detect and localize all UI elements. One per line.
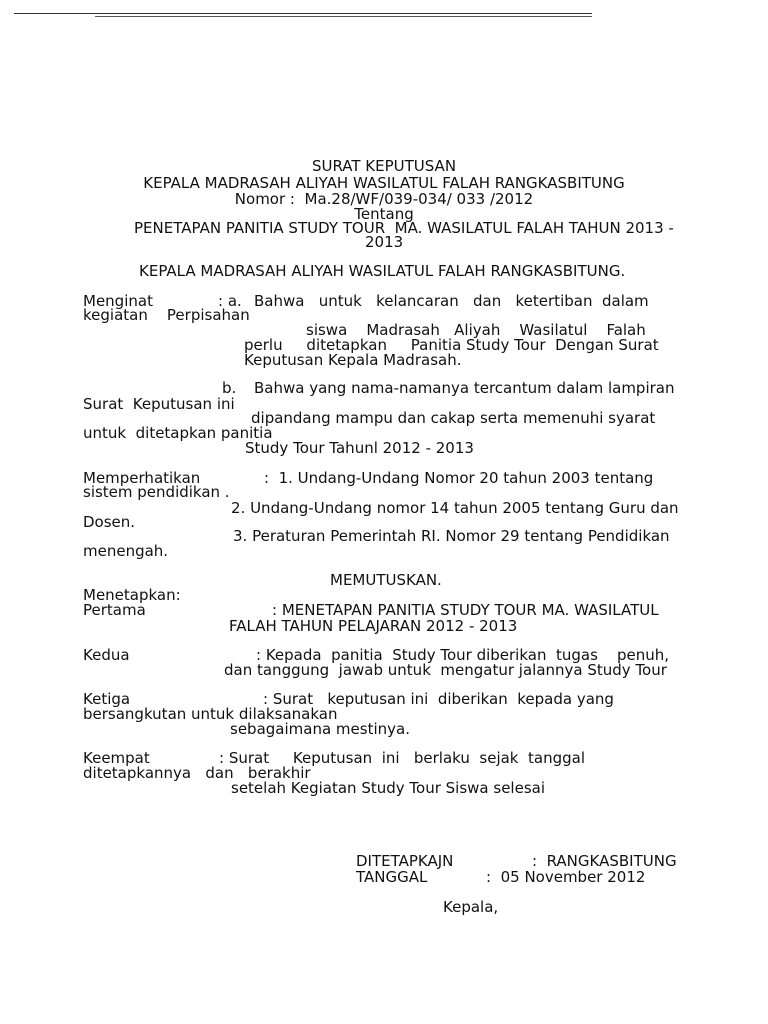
menginat-b-line-4: untuk ditetapkan panitia — [83, 424, 273, 442]
memperhatikan-label: Memperhatikan — [83, 469, 201, 487]
keempat-line-3: setelah Kegiatan Study Tour Siswa selesai — [231, 779, 545, 797]
menginat-b-line-2: Surat Keputusan ini — [83, 395, 235, 413]
memperhatikan-item-2-line-2: Dosen. — [83, 513, 136, 531]
memperhatikan-item-1-line-1: : 1. Undang-Undang Nomor 20 tahun 2003 tentang — [264, 469, 654, 487]
memperhatikan-item-3-line-1: 3. Peraturan Pemerintah RI. Nomor 29 tentang Pendidikan — [233, 527, 670, 545]
menginat-label: Menginat — [83, 292, 153, 310]
menginat-b-line-1: Bahwa yang nama-namanya tercantum dalam lampiran — [254, 379, 675, 397]
pertama-line-1: : MENETAPAN PANITIA STUDY TOUR MA. WASILATUL — [272, 601, 659, 619]
ketiga-line-1: : Surat keputusan ini diberikan kepada yang — [263, 690, 614, 708]
kedua-line-1: : Kepada panitia Study Tour diberikan tugas penuh, — [256, 646, 670, 664]
place-value: : RANGKASBITUNG — [532, 852, 677, 870]
keempat-line-1: : Surat Keputusan ini berlaku sejak tanggal — [219, 749, 586, 767]
document-title: SURAT KEPUTUSAN — [311, 157, 457, 175]
top-rule — [14, 13, 592, 14]
date-value: : 05 November 2012 — [486, 868, 646, 886]
issuer-line: KEPALA MADRASAH ALIYAH WASILATUL FALAH RANGKASBITUNG — [143, 174, 625, 192]
menginat-b-line-5: Study Tour Tahunl 2012 - 2013 — [245, 439, 474, 457]
decision-heading: MEMUTUSKAN. — [330, 571, 442, 589]
decree-number: Nomor : Ma.28/WF/039-034/ 033 /2012 — [234, 190, 534, 208]
menetapkan-label: Menetapkan: — [83, 586, 181, 604]
menginat-a-line-2: kegiatan Perpisahan — [83, 306, 250, 324]
about-label: Tentang — [354, 205, 414, 223]
signatory-title: Kepala, — [443, 898, 499, 916]
menginat-a-line-3: siswa Madrasah Aliyah Wasilatul Falah — [306, 321, 646, 339]
memperhatikan-item-1-line-2: sistem pendidikan . — [83, 483, 230, 501]
place-label: DITETAPKAJN — [356, 852, 454, 870]
ketiga-line-2: bersangkutan untuk dilaksanakan — [83, 705, 338, 723]
menginat-a-marker: : a. — [218, 292, 242, 310]
menginat-a-line-1: Bahwa untuk kelancaran dan ketertiban dalam — [254, 292, 649, 310]
menginat-a-line-5: Keputusan Kepala Madrasah. — [244, 351, 462, 369]
kedua-line-2: dan tanggung jawab untuk mengatur jalannya Study Tour — [224, 661, 667, 679]
pertama-line-2: FALAH TAHUN PELAJARAN 2012 - 2013 — [229, 617, 518, 635]
memperhatikan-item-3-line-2: menengah. — [83, 542, 169, 560]
top-rule-accent — [95, 16, 592, 17]
date-label: TANGGAL — [356, 868, 428, 886]
menginat-b-line-3: dipandang mampu dan cakap serta memenuhi syarat — [251, 409, 656, 427]
kedua-label: Kedua — [83, 646, 130, 664]
menginat-a-line-4: perlu ditetapkan Panitia Study Tour Dengan Surat — [244, 336, 659, 354]
menginat-b-marker: b. — [222, 379, 237, 397]
memperhatikan-item-2-line-1: 2. Undang-Undang nomor 14 tahun 2005 tentang Guru dan — [231, 499, 679, 517]
subject-line-1: PENETAPAN PANITIA STUDY TOUR MA. WASILATUL FALAH TAHUN 2013 - — [134, 219, 674, 237]
pertama-label: Pertama — [83, 601, 146, 619]
subject-line-2: 2013 — [365, 233, 404, 251]
official-line: KEPALA MADRASAH ALIYAH WASILATUL FALAH RANGKASBITUNG. — [139, 262, 626, 280]
keempat-label: Keempat — [83, 749, 150, 767]
keempat-line-2: ditetapkannya dan berakhir — [83, 764, 311, 782]
ketiga-label: Ketiga — [83, 690, 131, 708]
ketiga-line-3: sebagaimana mestinya. — [230, 720, 410, 738]
